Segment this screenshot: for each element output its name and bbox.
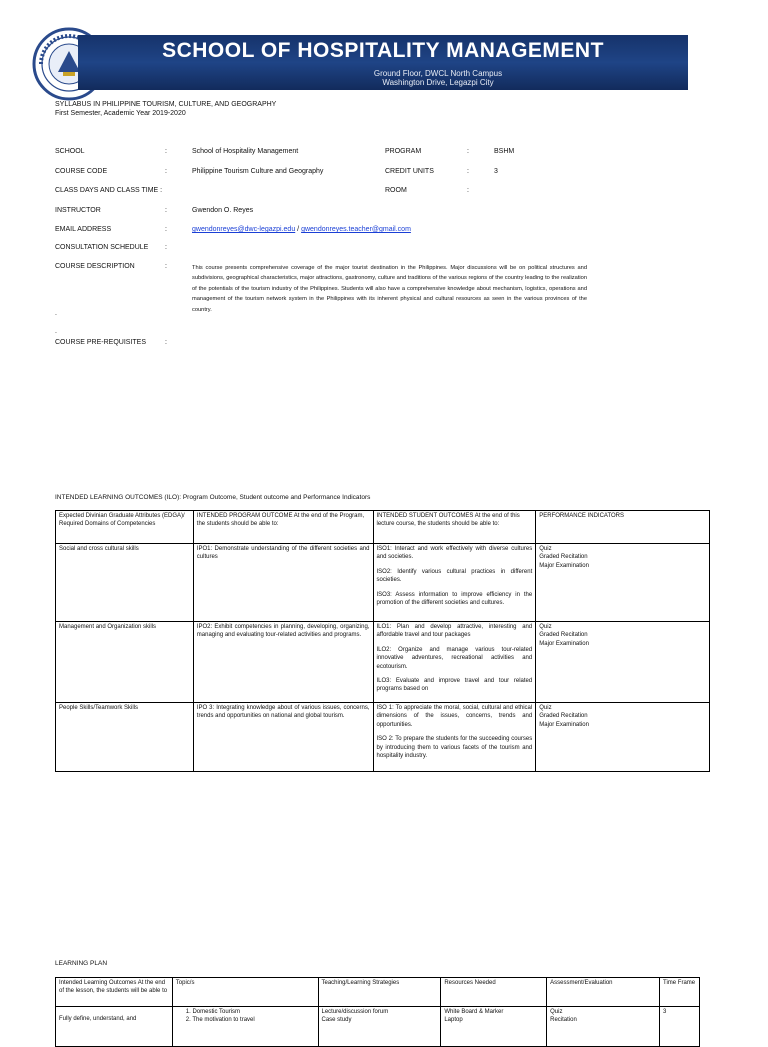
school-title: SCHOOL OF HOSPITALITY MANAGEMENT [162, 39, 604, 62]
table-row [56, 703, 710, 772]
topic-item: 1. Domestic Tourism [185, 1009, 241, 1015]
prereq-label: COURSE PRE-REQUISITES [55, 339, 147, 346]
course-description: This course presents comprehensive coverage of the major tourist destination in the Philippines. Major discussions will be on political structures and subdivisions, geographical characteristics, major attractions, gastronomy, culture and traditions of the various regions of the country leading to the realization of the potentials of the tourism industry of the Philippines. Students will also have a comprehensive knowledge about mechanism, logistics, operations and management of the tourism network system in the Philippines with its inherent physical and cultural resources as seen in the various provinces of the country. [192, 265, 587, 313]
student-outcome: ISO 2: To prepare the students for the succeeding courses by introducing them to various facets of the tourism and hospitality industry. [376, 736, 533, 760]
program-outcome: IPO2: Exhibit competencies in planning, developing, organizing, managing and evaluating tour-related activities and programs. [196, 624, 370, 639]
indicator: Graded Recitation [539, 554, 588, 561]
colon: : [165, 244, 167, 251]
table-header: Topic/s [172, 978, 318, 1007]
colon: : [467, 187, 469, 194]
learning-plan-title: LEARNING PLAN [55, 960, 108, 967]
colon: : [467, 148, 469, 155]
credit-units-label: CREDIT UNITS [385, 168, 434, 175]
program-outcome-cell [193, 544, 373, 622]
student-outcome: ISO3: Assess information to improve efficiency in the promotion of the different societies and cultures. [376, 591, 533, 607]
table-header-row [56, 511, 710, 544]
resources-cell [441, 1007, 547, 1047]
dot: . [55, 310, 57, 317]
assessment-item: Recitation [550, 1017, 577, 1024]
indicator: Major Examination [539, 562, 589, 569]
table-header: Time Frame [660, 978, 700, 1007]
indicator: Graded Recitation [539, 632, 588, 639]
student-outcome: ILO3: Evaluate and improve travel and tour related programs based on [376, 678, 533, 693]
colon: : [165, 168, 167, 175]
program-outcome-cell [193, 703, 373, 772]
syllabus-title: SYLLABUS IN PHILIPPINE TOURISM, CULTURE, AND GEOGRAPHY [55, 101, 277, 108]
email-link-2[interactable]: gwendonreyes.teacher@gmail.com [301, 226, 411, 233]
student-outcome: ISO1: Interact and work effectively with diverse cultures and societies. [376, 546, 533, 561]
header-banner [78, 35, 688, 90]
topics-cell [172, 1007, 318, 1047]
student-outcome: ILO1: Plan and develop attractive, interesting and affordable travel and tour packages [376, 624, 533, 639]
assessment-cell [547, 1007, 660, 1047]
table-header: Teaching/Learning Strategies [318, 978, 441, 1007]
program-outcome: IPO 3: Integrating knowledge about of various issues, concerns, trends and opportunities on national and global tourism. [196, 705, 370, 720]
instructor-value: Gwendon O. Reyes [192, 207, 254, 214]
program-value: BSHM [494, 148, 515, 155]
instructor-label: INSTRUCTOR [55, 207, 101, 214]
consultation-label: CONSULTATION SCHEDULE [55, 244, 149, 251]
table-header: Intended Learning Outcomes At the end of the lesson, the students will be able to [56, 978, 173, 1007]
program-label: PROGRAM [385, 148, 422, 155]
student-outcome: ISO2: Identify various cultural practices in different societies. [376, 568, 533, 584]
indicator: Quiz [539, 624, 552, 630]
program-outcome: IPO1: Demonstrate understanding of the different societies and cultures [196, 546, 370, 561]
resource-item: White Board & Marker [444, 1009, 504, 1015]
room-label: ROOM [385, 187, 407, 194]
strategies-cell [318, 1007, 441, 1047]
email-label: EMAIL ADDRESS [55, 226, 112, 233]
credit-units-value: 3 [494, 168, 498, 175]
strategy-item: Case study [321, 1017, 352, 1024]
class-days-label: CLASS DAYS AND CLASS TIME : [55, 187, 163, 194]
student-outcome-cell [373, 622, 536, 703]
email-separator: / [295, 226, 302, 233]
table-header: INTENDED STUDENT OUTCOMES At the end of this lecture course, the students should be able to: [373, 511, 536, 544]
address-line-2: Washington Drive, Legazpi City [382, 78, 494, 87]
assessment-item: Quiz [550, 1009, 563, 1015]
outcome-cell: Fully define, understand, and [56, 1007, 173, 1047]
table-header: INTENDED PROGRAM OUTCOME At the end of the Program, the students should be able to: [193, 511, 373, 544]
course-code-value: Philippine Tourism Culture and Geography [192, 168, 324, 175]
indicators-cell [536, 622, 710, 703]
indicator: Quiz [539, 705, 552, 711]
indicators-cell [536, 703, 710, 772]
address-line-1: Ground Floor, DWCL North Campus [373, 69, 503, 78]
course-code-label: COURSE CODE [55, 168, 108, 175]
edga-cell: Management and Organization skills [56, 622, 194, 703]
semester-line: First Semester, Academic Year 2019-2020 [55, 110, 186, 117]
edga-cell: Social and cross cultural skills [56, 544, 194, 622]
indicator: Major Examination [539, 640, 589, 647]
table-header: Resources Needed [441, 978, 547, 1007]
description-label: COURSE DESCRIPTION [55, 263, 135, 270]
strategy-item: Lecture/discussion forum [321, 1009, 389, 1015]
ilo-table [55, 510, 710, 772]
indicator: Graded Recitation [539, 713, 588, 720]
table-header-row [56, 978, 700, 1007]
school-label: SCHOOL [55, 148, 85, 155]
topic-item: 2. The motivation to travel [185, 1017, 255, 1024]
table-header: PERFORMANCE INDICATORS [536, 511, 710, 544]
dot: . [55, 328, 57, 335]
time-frame-cell: 3 [660, 1007, 700, 1047]
indicator: Major Examination [539, 721, 589, 728]
table-row [56, 544, 710, 622]
student-outcome: ILO2: Organize and manage various tour-related innovative adventures, recreational activities and ecotourism. [376, 646, 533, 670]
email-value [192, 226, 411, 233]
resource-item: Laptop [444, 1017, 463, 1024]
colon: : [165, 339, 167, 346]
colon: : [165, 226, 167, 233]
indicator: Quiz [539, 546, 552, 552]
student-outcome-cell [373, 703, 536, 772]
colon: : [165, 148, 167, 155]
colon: : [165, 263, 167, 270]
indicators-cell [536, 544, 710, 622]
ilo-section-title: INTENDED LEARNING OUTCOMES (ILO): Program Outcome, Student outcome and Performance Indicators [55, 494, 371, 501]
table-header: Expected Divinian Graduate Attributes (EDGA)/ Required Domains of Competencies [56, 511, 194, 544]
school-value: School of Hospitality Management [192, 148, 299, 155]
table-row [56, 622, 710, 703]
colon: : [165, 207, 167, 214]
edga-cell: People Skills/Teamwork Skills [56, 703, 194, 772]
student-outcome-cell [373, 544, 536, 622]
colon: : [467, 168, 469, 175]
program-outcome-cell [193, 622, 373, 703]
table-header: Assessment/Evaluation [547, 978, 660, 1007]
email-link-1[interactable]: gwendonreyes@dwc-legazpi.edu [192, 226, 296, 233]
table-row [56, 1007, 700, 1047]
learning-plan-table [55, 977, 700, 1047]
student-outcome: ISO 1: To appreciate the moral, social, cultural and ethical dimensions of the issues, concerns, trends and opportunities. [376, 705, 533, 728]
